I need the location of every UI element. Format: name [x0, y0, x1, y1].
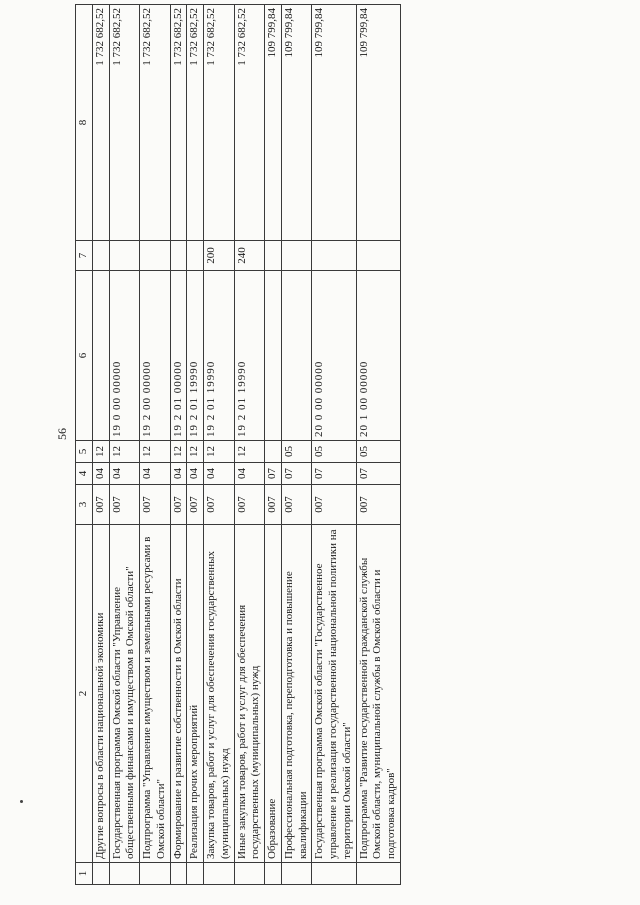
budget-table [75, 4, 401, 885]
row-index-cell [356, 863, 400, 885]
subsection-code: 12 [170, 441, 187, 463]
amount: 109 799,84 [312, 5, 356, 241]
section-code: 04 [204, 463, 235, 485]
target-code [265, 271, 282, 441]
row-name: Закупка товаров, работ и услуг для обеспечения государственных (муниципальных) нужд [204, 525, 235, 863]
table-row [92, 5, 109, 885]
expense-code [92, 241, 109, 271]
target-code: 20 1 00 00000 [356, 271, 400, 441]
target-code: 19 2 01 00000 [170, 271, 187, 441]
expense-code [170, 241, 187, 271]
column-header: 6 [76, 271, 93, 441]
section-code: 07 [265, 463, 282, 485]
row-index-cell [92, 863, 109, 885]
table-row [312, 5, 356, 885]
admin-code: 007 [109, 485, 140, 525]
expense-code: 200 [204, 241, 235, 271]
expense-code [109, 241, 140, 271]
table-row [140, 5, 171, 885]
section-code: 07 [356, 463, 400, 485]
row-index-cell [312, 863, 356, 885]
section-code: 04 [109, 463, 140, 485]
admin-code: 007 [281, 485, 312, 525]
amount: 1 732 682,52 [170, 5, 187, 241]
expense-code [140, 241, 171, 271]
row-name: Государственная программа Омской области "Управление общественными финансами и имуществом в Омской области" [109, 525, 140, 863]
target-code [281, 271, 312, 441]
subsection-code: 05 [356, 441, 400, 463]
column-header: 2 [76, 525, 93, 863]
section-code: 07 [281, 463, 312, 485]
table-row [281, 5, 312, 885]
row-name: Образование [265, 525, 282, 863]
row-name: Реализация прочих мероприятий [187, 525, 204, 863]
admin-code: 007 [92, 485, 109, 525]
admin-code: 007 [140, 485, 171, 525]
row-name: Подпрограмма "Развитие государственной гражданской службы Омской области, муниципальной службы в Омской области и подготовка кадров" [356, 525, 400, 863]
table-row [234, 5, 265, 885]
subsection-code: 12 [109, 441, 140, 463]
page-number: 56 [55, 428, 69, 440]
expense-code [312, 241, 356, 271]
section-code: 04 [234, 463, 265, 485]
expense-code [187, 241, 204, 271]
amount: 1 732 682,52 [92, 5, 109, 241]
admin-code: 007 [170, 485, 187, 525]
row-name: Формирование и развитие собственности в Омской области [170, 525, 187, 863]
expense-code [356, 241, 400, 271]
column-header: 5 [76, 441, 93, 463]
amount: 109 799,84 [356, 5, 400, 241]
admin-code: 007 [312, 485, 356, 525]
column-header: 7 [76, 241, 93, 271]
column-header: 1 [76, 863, 93, 885]
amount: 1 732 682,52 [109, 5, 140, 241]
table-row [356, 5, 400, 885]
amount: 109 799,84 [281, 5, 312, 241]
row-index-cell [265, 863, 282, 885]
section-code: 07 [312, 463, 356, 485]
subsection-code: 12 [92, 441, 109, 463]
row-name: Профессиональная подготовка, переподготовка и повышение квалификации [281, 525, 312, 863]
section-code: 04 [170, 463, 187, 485]
amount: 1 732 682,52 [187, 5, 204, 241]
table-row [204, 5, 235, 885]
subsection-code: 12 [140, 441, 171, 463]
table-row [265, 5, 282, 885]
amount: 109 799,84 [265, 5, 282, 241]
row-name: Государственная программа Омской области "Государственное управление и реализация государственной национальной политики на территории Омской области" [312, 525, 356, 863]
row-index-cell [204, 863, 235, 885]
section-code: 04 [140, 463, 171, 485]
amount: 1 732 682,52 [234, 5, 265, 241]
subsection-code: 05 [312, 441, 356, 463]
target-code: 20 0 00 00000 [312, 271, 356, 441]
column-header: 8 [76, 5, 93, 241]
table-row [109, 5, 140, 885]
target-code: 19 2 01 19990 [204, 271, 235, 441]
expense-code: 240 [234, 241, 265, 271]
row-index-cell [281, 863, 312, 885]
row-index-cell [109, 863, 140, 885]
column-header: 3 [76, 485, 93, 525]
row-name: Иные закупки товаров, работ и услуг для обеспечения государственных (муниципальных) нужд [234, 525, 265, 863]
subsection-code: 12 [204, 441, 235, 463]
table-row [187, 5, 204, 885]
subsection-code [265, 441, 282, 463]
admin-code: 007 [356, 485, 400, 525]
budget-sheet [75, 5, 401, 885]
header-row [76, 5, 93, 885]
table-row [170, 5, 187, 885]
row-index-cell [234, 863, 265, 885]
admin-code: 007 [204, 485, 235, 525]
amount: 1 732 682,52 [204, 5, 235, 241]
section-code: 04 [92, 463, 109, 485]
expense-code [265, 241, 282, 271]
row-name: Другие вопросы в области национальной экономики [92, 525, 109, 863]
admin-code: 007 [187, 485, 204, 525]
admin-code: 007 [265, 485, 282, 525]
row-index-cell [140, 863, 171, 885]
target-code: 19 0 00 00000 [109, 271, 140, 441]
scan-speck [20, 800, 23, 803]
subsection-code: 12 [234, 441, 265, 463]
target-code: 19 2 01 19990 [187, 271, 204, 441]
subsection-code: 05 [281, 441, 312, 463]
section-code: 04 [187, 463, 204, 485]
column-header: 4 [76, 463, 93, 485]
target-code: 19 2 01 19990 [234, 271, 265, 441]
row-index-cell [187, 863, 204, 885]
expense-code [281, 241, 312, 271]
target-code [92, 271, 109, 441]
admin-code: 007 [234, 485, 265, 525]
amount: 1 732 682,52 [140, 5, 171, 241]
row-index-cell [170, 863, 187, 885]
table-body [92, 5, 400, 885]
subsection-code: 12 [187, 441, 204, 463]
row-name: Подпрограмма "Управление имуществом и земельными ресурсами в Омской области" [140, 525, 171, 863]
target-code: 19 2 00 00000 [140, 271, 171, 441]
